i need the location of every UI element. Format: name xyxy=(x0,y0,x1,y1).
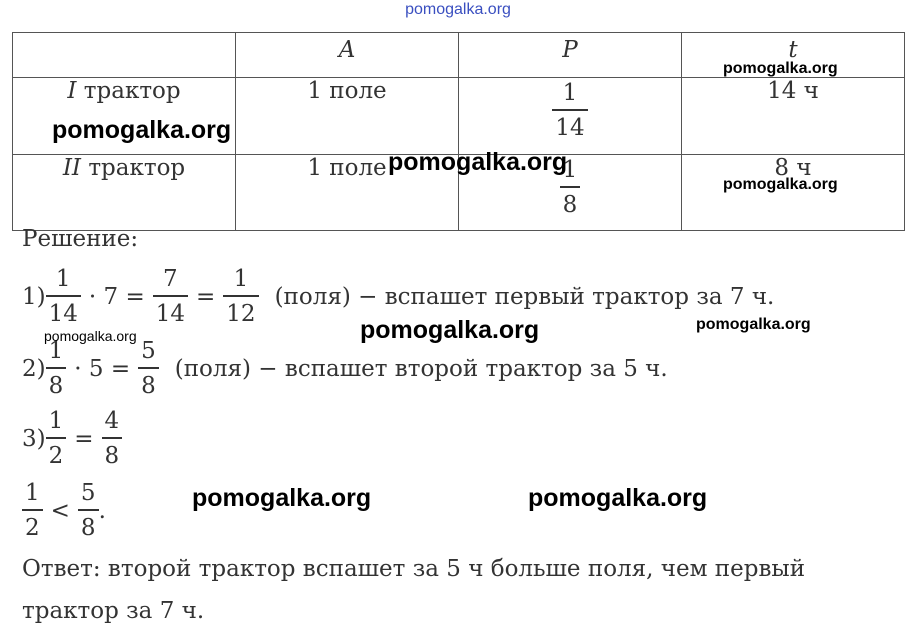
step-number: 1) xyxy=(22,284,46,310)
work-cell: 1 поле xyxy=(236,78,459,155)
row-roman: II xyxy=(62,155,81,181)
step-3 xyxy=(22,410,122,468)
operator: · 7 = xyxy=(88,284,145,310)
operator: = xyxy=(74,426,94,452)
fraction xyxy=(223,268,258,326)
row-label: трактор xyxy=(83,78,181,104)
answer-line-1: Ответ: второй трактор вспашет за 5 ч больше поля, чем первый xyxy=(22,556,806,582)
time-cell: 14 ч xyxy=(682,78,905,155)
watermark: pomogalka.org xyxy=(192,484,372,512)
row-label-cell xyxy=(13,155,236,231)
fraction-denominator: 8 xyxy=(102,437,123,468)
fraction xyxy=(153,268,188,326)
header-cell-empty xyxy=(13,33,236,78)
fraction-numerator: 4 xyxy=(104,408,120,434)
fraction-numerator: 1 xyxy=(48,408,64,434)
fraction-denominator: 14 xyxy=(153,295,188,326)
fraction-numerator: 1 xyxy=(48,338,64,364)
watermark: pomogalka.org xyxy=(360,316,540,344)
productivity-cell xyxy=(459,78,682,155)
header-cell-time: t xyxy=(682,33,905,78)
work-cell: 1 поле xyxy=(236,155,459,231)
fraction-numerator: 1 xyxy=(562,80,578,106)
period: . xyxy=(98,498,106,524)
fraction-numerator: 5 xyxy=(141,338,156,364)
fraction xyxy=(102,410,123,468)
watermark: pomogalka.org xyxy=(528,484,708,512)
fraction-denominator: 8 xyxy=(560,186,581,217)
fraction-numerator: 1 xyxy=(233,266,249,292)
watermark-top: pomogalka.org xyxy=(405,1,511,18)
watermark: pomogalka.org xyxy=(696,316,811,333)
step-number: 2) xyxy=(22,356,46,382)
row-roman: I xyxy=(67,78,77,104)
step-2 xyxy=(22,340,668,398)
fraction-denominator: 14 xyxy=(552,109,587,140)
solution-title: Решение: xyxy=(22,226,139,252)
comparison xyxy=(22,482,106,540)
fraction-numerator: 5 xyxy=(80,480,96,506)
fraction-numerator: 7 xyxy=(163,266,178,292)
fraction xyxy=(138,340,159,398)
watermark: pomogalka.org xyxy=(723,60,838,77)
header-cell-work: A xyxy=(236,33,459,78)
watermark: pomogalka.org xyxy=(723,176,838,193)
fraction xyxy=(46,340,67,398)
fraction-denominator: 8 xyxy=(78,509,99,540)
fraction xyxy=(78,482,99,540)
fraction-denominator: 8 xyxy=(138,367,159,398)
fraction-denominator: 14 xyxy=(46,295,81,326)
fraction-numerator: 1 xyxy=(25,480,40,506)
fraction xyxy=(22,482,43,540)
answer-line-2: трактор за 7 ч. xyxy=(22,598,205,624)
fraction-denominator: 12 xyxy=(223,295,258,326)
step-number: 3) xyxy=(22,426,46,452)
productivity-fraction xyxy=(552,82,587,140)
fraction-denominator: 2 xyxy=(22,509,43,540)
operator: = xyxy=(196,284,216,310)
time-cell: 8 ч xyxy=(682,155,905,231)
watermark: pomogalka.org xyxy=(44,328,137,344)
fraction-denominator: 2 xyxy=(46,437,67,468)
fraction-denominator: 8 xyxy=(46,367,67,398)
fraction xyxy=(46,268,81,326)
row-label: трактор xyxy=(88,155,186,181)
operator: < xyxy=(50,498,70,524)
header-cell-productivity: P xyxy=(459,33,682,78)
fraction xyxy=(46,410,67,468)
operator: · 5 = xyxy=(74,356,131,382)
watermark: pomogalka.org xyxy=(388,148,568,176)
fraction-numerator: 1 xyxy=(562,157,578,183)
watermark: pomogalka.org xyxy=(52,116,232,144)
step-text: (поля) − вспашет второй трактор за 5 ч. xyxy=(174,356,668,382)
fraction-numerator: 1 xyxy=(55,266,71,292)
step-text: (поля) − вспашет первый трактор за 7 ч. xyxy=(274,284,775,310)
